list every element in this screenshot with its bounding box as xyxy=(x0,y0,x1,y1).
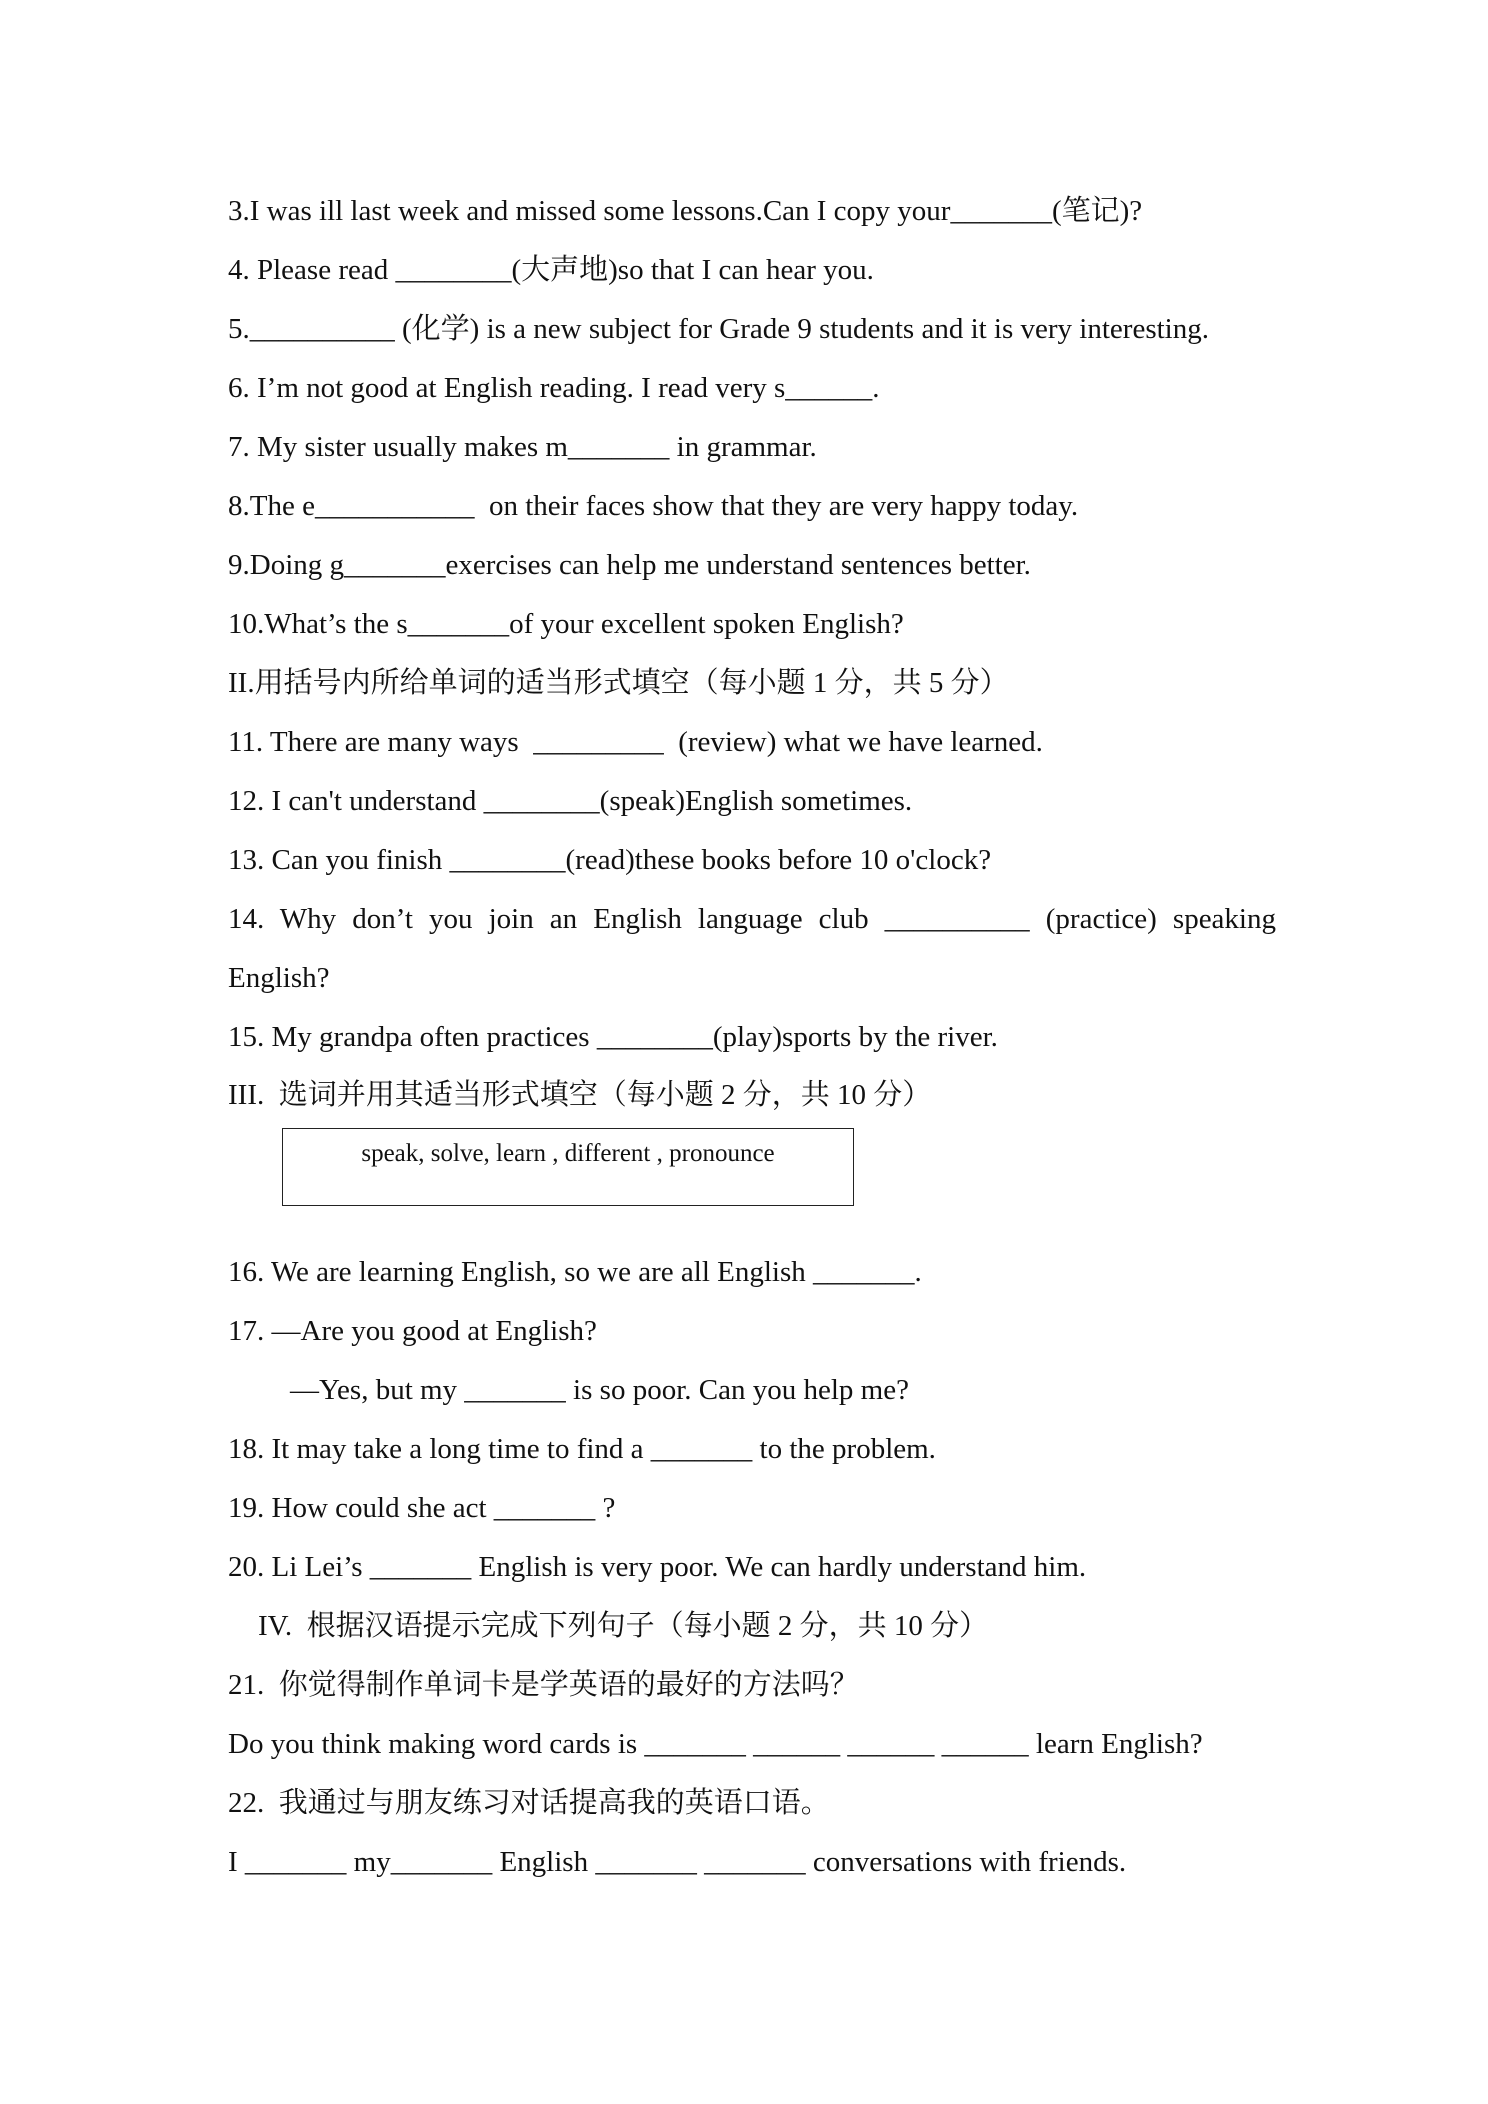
question-19: 19. How could she act _______ ? xyxy=(228,1492,616,1524)
question-8: 8.The e___________ on their faces show that they are very happy today. xyxy=(228,490,1079,522)
question-21-chinese: 21. 你觉得制作单词卡是学英语的最好的方法吗？ xyxy=(228,1669,859,1701)
question-18: 18. It may take a long time to find a _______ to the problem. xyxy=(228,1433,936,1465)
question-16: 16. We are learning English, so we are all English _______. xyxy=(228,1256,922,1288)
question-7: 7. My sister usually makes m_______ in grammar. xyxy=(228,431,817,463)
question-12: 12. I can't understand ________(speak)English sometimes. xyxy=(228,785,913,817)
question-22-english: I _______ my_______ English _______ _______ conversations with friends. xyxy=(228,1846,1127,1878)
question-10: 10.What’s the s_______of your excellent spoken English? xyxy=(228,608,904,640)
question-14-line-2: English? xyxy=(228,962,330,994)
question-21-english: Do you think making word cards is _______ ______ ______ ______ learn English? xyxy=(228,1728,1203,1760)
question-6: 6. I’m not good at English reading. I read very s______. xyxy=(228,372,880,404)
word-bank-text: speak, solve, learn , different , pronounce xyxy=(361,1140,775,1167)
section-3-heading: III. 选词并用其适当形式填空（每小题 2 分，共 10 分） xyxy=(228,1079,932,1111)
question-13: 13. Can you finish ________(read)these books before 10 o'clock? xyxy=(228,844,992,876)
question-14-line-1: 14. Why don’t you join an English language club __________ (practice) speaking xyxy=(228,903,1276,935)
question-3: 3.I was ill last week and missed some lessons.Can I copy your_______(笔记)? xyxy=(228,195,1143,227)
question-4: 4. Please read ________(大声地)so that I can hear you. xyxy=(228,254,874,286)
section-2-heading: II.用括号内所给单词的适当形式填空（每小题 1 分，共 5 分） xyxy=(228,667,1009,699)
question-11: 11. There are many ways _________ (review) what we have learned. xyxy=(228,726,1043,758)
question-15: 15. My grandpa often practices ________(play)sports by the river. xyxy=(228,1021,998,1053)
question-9: 9.Doing g_______exercises can help me understand sentences better. xyxy=(228,549,1031,581)
question-17-prompt: 17. —Are you good at English? xyxy=(228,1315,597,1347)
question-5: 5.__________ (化学) is a new subject for Grade 9 students and it is very interesting. xyxy=(228,313,1209,345)
question-17-reply: —Yes, but my _______ is so poor. Can you help me? xyxy=(290,1374,909,1406)
question-20: 20. Li Lei’s _______ English is very poor. We can hardly understand him. xyxy=(228,1551,1087,1583)
question-22-chinese: 22. 我通过与朋友练习对话提高我的英语口语。 xyxy=(228,1787,830,1819)
section-4-heading: IV. 根据汉语提示完成下列句子（每小题 2 分，共 10 分） xyxy=(258,1610,989,1642)
word-bank-box xyxy=(282,1128,854,1206)
